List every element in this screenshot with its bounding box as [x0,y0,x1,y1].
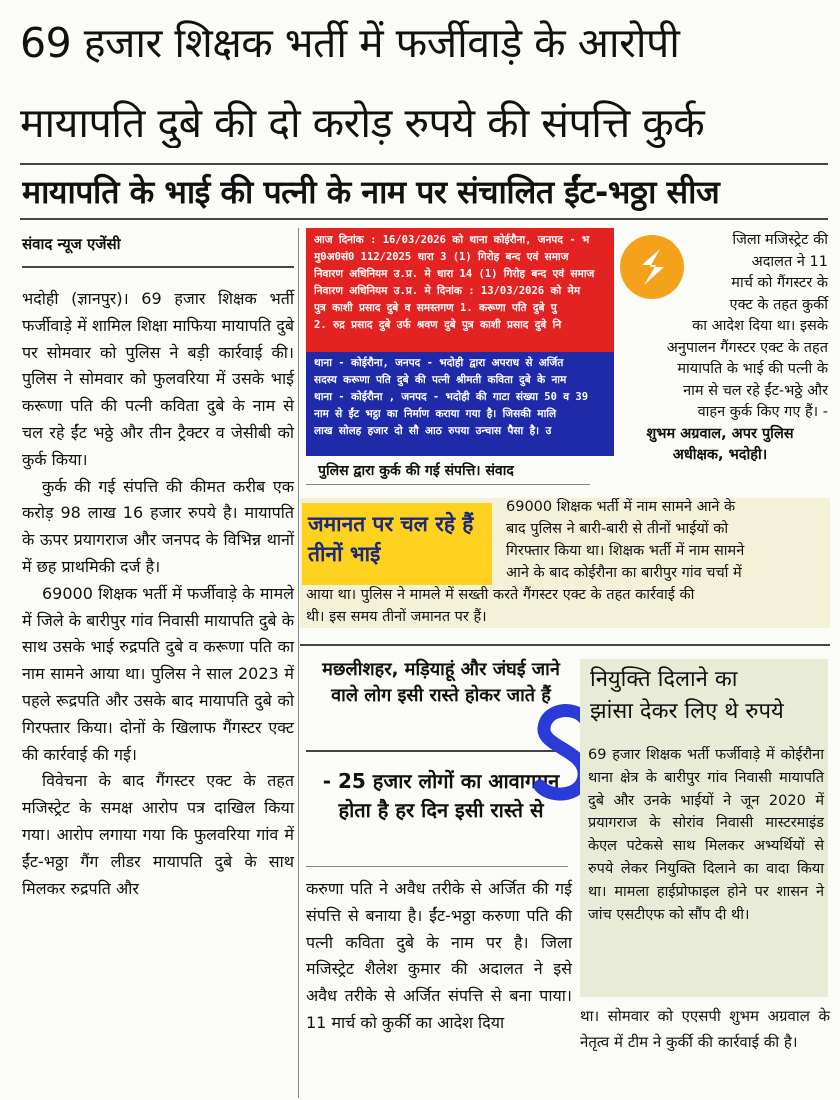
bail-line: थी। इस समय तीनों जमानत पर हैं। [306,609,487,625]
heading-line: झांसा देकर लिए थे रुपये [590,699,784,724]
quote-line: नाम से चल रहे ईंट-भठ्ठे और [683,382,828,399]
notice-line: 2. रुद्र प्रसाद दुबे उर्फ श्रवण दुबे पुत्र काशी प्रसाद दुबे नि [314,319,562,331]
byline: संवाद न्यूज एजेंसी [22,235,121,253]
notice-line: आज दिनांक : 16/03/2026 को थाना कोईरौना, जनपद - भ [314,234,590,246]
paragraph: विवेचना के बाद गैंगस्टर एक्ट के तहत मजिस्ट्रेट के समक्ष आरोप पत्र दाखिल किया गया। आरोप लगाया गया कि फुलवरिया गांव में ईंट-भठ्ठा गैंग लीडर मायापति दुबे के साथ मिलकर रुद्रपति और [22,771,294,898]
notice-line: मु0अ0सं0 112/2025 धारा 3 (1) गिरोह बन्द एवं समाज [314,251,569,263]
quote-line: वाहन कुर्क किए गए हैं। - [697,404,828,420]
middle-heading-2: - 25 हजार लोगों का आवागमन होता है हर दिन इसी रास्ते से [322,769,560,822]
notice-line: थाना - कोईरौना, जनपद - भदोही द्वारा अपराध से अर्जित [314,357,564,369]
headline-divider [20,163,828,165]
middle-heading-1: मछलीशहर, मड़ियाहूं और जंघई जाने वाले लोग इसी रास्ते होकर जाते हैं [322,659,560,706]
headline-line-1: 69 हजार शिक्षक भर्ती में फर्जीवाड़े के आरोपी [20,19,680,67]
quote-attribution: शुभम अग्रवाल, अपर पुलिस [646,425,794,442]
bail-heading: जमानत पर चल रहे हैं तीनों भाई [308,512,474,566]
bail-line: गिरफ्तार किया था। शिक्षक भर्ती में नाम सामने [506,543,745,559]
middle-column-text [306,876,572,1037]
quote-line: मार्च को गैंगस्टर के [731,275,828,291]
notice-blue-panel [306,352,614,456]
caption-divider [306,484,590,485]
paragraph: 69000 शिक्षक भर्ती में फर्जीवाड़े के मामले में जिले के बारीपुर गांव निवासी मायापति दुबे के साथ उसके भाई रुद्रपति दुबे व करूणा पति का नाम सामने आया था। पुलिस ने साल 2023 में पहले रूद्रपति और उसके बाद मायापति दुबे को गिरफ्तार किया। दोनों के खिलाफ गैंगस्टर एक्ट की कार्रवाई की गई। [22,583,294,764]
notice-line: सदस्य करूणा पति दुबे की पत्नी श्रीमती कविता दुबे के नाम [314,374,567,386]
column-divider [298,228,299,1098]
notice-line: निवारण अधिनियम उ.प्र. मे धारा 14 (1) गिरोह बन्द एवं समाज [314,268,595,280]
bail-divider [300,644,830,646]
notice-board-photo [306,228,614,456]
middle-heading-divider [306,750,568,752]
bail-line: 69000 शिक्षक भर्ती में नाम सामने आने के [506,499,736,515]
continuation-text [580,1003,830,1055]
notice-line: नाम से ईंट भट्ठा का निर्माण कराया गया है। जिसकी मालि [314,408,557,420]
column-1-text [22,286,294,902]
notice-line: पुत्र काशी प्रसाद दुबे व समस्तगण 1. करूणा पति दुबे पु [314,302,557,314]
bail-line: बाद पुलिस ने बारी-बारी से तीनों भाईयों को [506,521,729,537]
headline-line-2: मायापति दुबे की दो करोड़ रुपये की संपत्ति कुर्क [20,99,705,147]
quote-designation: अधीक्षक, भदोही। [672,447,768,463]
appointment-scam-heading [590,664,824,728]
notice-red-panel [306,228,614,352]
paragraph: भदोही (ज्ञानपुर)। 69 हजार शिक्षक भर्ती फर्जीवाड़े में शामिल शिक्षा माफिया मायापति दुबे पर सोमवार को पुलिस ने बड़ी कार्रवाई की। पुलिस ने सोमवार को फुलवरिया में उसके भाई करूणा पति की पत्नी कविता दुबे के नाम से चल रहे ईंट भठ्ठे और तीन ट्रैक्टर व जेसीबी को कुर्क किया। [22,289,294,469]
quote-line: का आदेश दिया था। इसके [692,318,828,334]
middle-text-divider [306,866,568,867]
notice-line: निवारण अधिनियम उ.प्र. मे दिनांक : 13/03/2026 को मेम [314,285,581,297]
paragraph: कुर्क की गई संपत्ति की कीमत करीब एक करोड़ 98 लाख 16 हजार रुपये है। मायापति के ऊपर प्रयागराज और जनपद के विभिन्न थानों में छह प्राथमिकी दर्ज है। [22,476,294,576]
paragraph: 69 हजार शिक्षक भर्ती फर्जीवाड़े में कोईरौना थाना क्षेत्र के बारीपुर गांव निवासी मायापति दुबे और उनके भाईयों ने जून 2020 में प्रयागराज के सोरांव निवासी मास्टरमाइंड केएल पटेकसे साथ मिलकर अभ्यर्थियों से रुपये लेकर नियुक्ति दिलाने का वादा किया था। मामला हाईप्रोफाइल होने पर शासन ने जांच एसटीएफ को सौंप दी थी। [588,747,824,923]
official-quote [612,230,828,467]
quote-line: जिला मजिस्ट्रेट की [732,232,828,248]
quote-line: अनुपालन गैंगस्टर एक्ट के तहत [666,339,828,356]
paragraph: करुणा पति ने अवैध तरीके से अर्जित की गई संपत्ति से बनाया है। ईंट-भठ्ठा करुणा पति की पत्नी कविता दुबे के नाम पर है। जिला मजिस्ट्रेट शैलेश कुमार की अदालत ने इसे अवैध तरीके से अर्जित संपत्ति से बना पाया। 11 मार्च को कुर्की का आदेश दिया [306,879,572,1032]
notice-line: थाना - कोईरौना , जनपद - भदोही की गाटा संख्या 50 व 39 [314,391,589,403]
paragraph: था। सोमवार को एएसपी शुभम अग्रवाल के नेतृत्व में टीम ने कुर्की की कार्रवाई की है। [580,1007,830,1051]
notice-line: लाख सोलह हजार दो सौ आठ रुपया उन्चास पैसा है। उ [314,425,552,437]
subheadline: मायापति के भाई की पत्नी के नाम पर संचालित ईंट-भठ्ठा सीज [22,173,720,211]
appointment-scam-text [588,744,824,926]
bail-line: आने के बाद कोईरौना का बारीपुर गांव चर्चा में [506,565,742,581]
subheadline-divider [20,218,828,220]
heading-line: नियुक्ति दिलाने का [590,667,738,692]
quote-line: मायापति के भाई की पत्नी के [677,361,828,377]
bail-text [306,496,826,628]
byline-divider [22,266,294,268]
quote-line: एक्ट के तहत कुर्की [729,296,828,313]
bail-line: आया था। पुलिस ने मामले में सख्ती करते गैंगस्टर एक्ट के तहत कार्रवाई की [306,587,695,603]
photo-caption: पुलिस द्वारा कुर्क की गई संपत्ति। संवाद [318,463,514,479]
quote-line: अदालत ने 11 [751,253,828,270]
